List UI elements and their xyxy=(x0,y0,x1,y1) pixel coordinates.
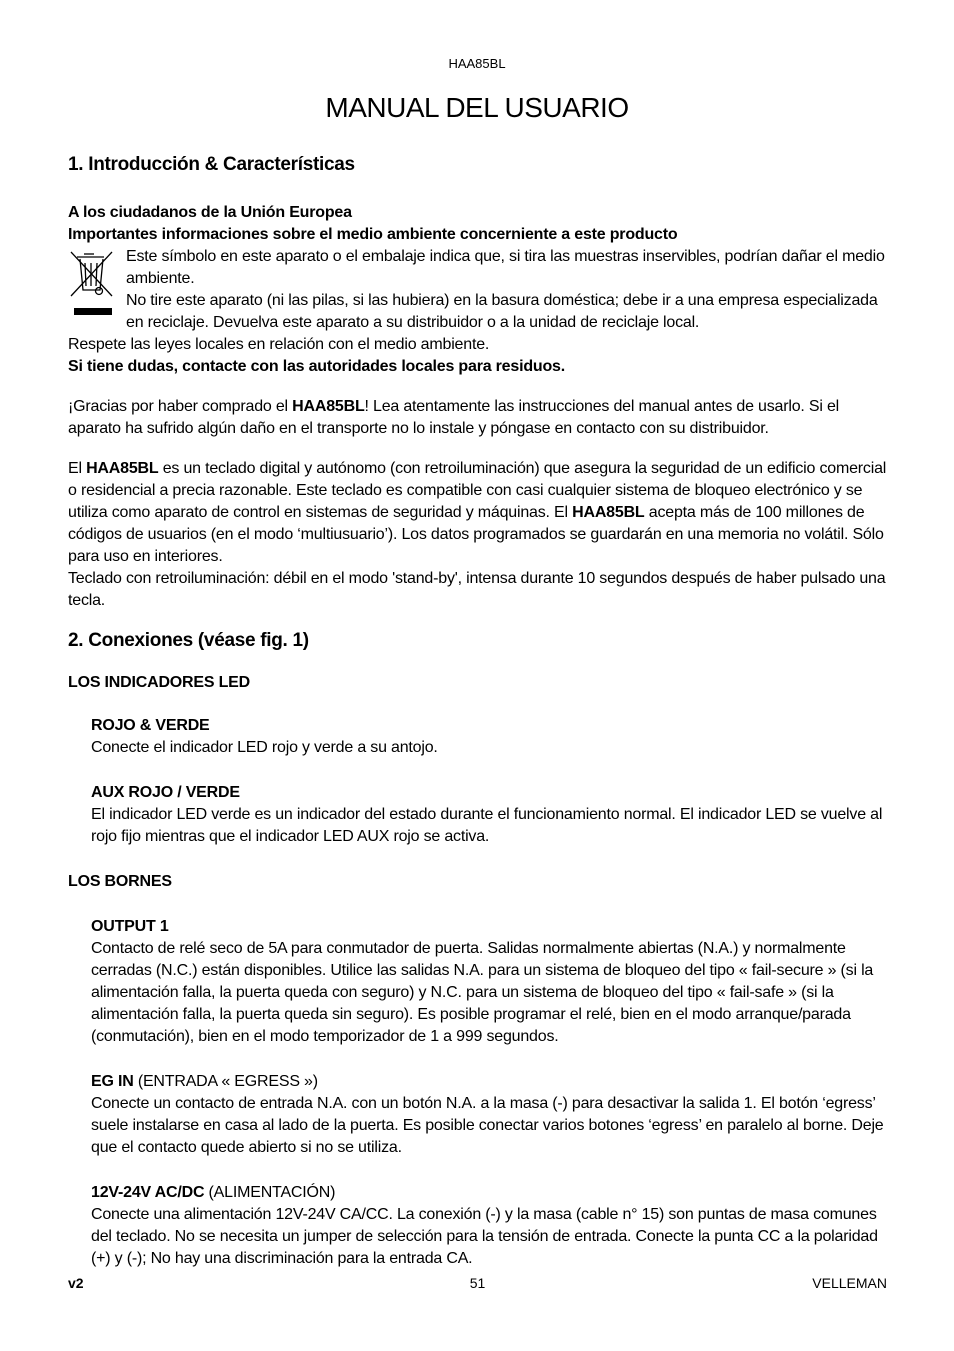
section-2-heading: 2. Conexiones (véase fig. 1) xyxy=(68,630,309,651)
weee-notice xyxy=(68,246,893,334)
footer-version: v2 xyxy=(68,1275,84,1291)
egress-text: Conecte un contacto de entrada N.A. con un botón N.A. a la masa (-) para desactivar la salida 1. El botón ‘egress’ suele instalarse en casa al lado de la puerta. Es posible conectar varios botones ‘egress’ en paralelo al borne. Deje que el contacto quede abierto si no se utiliza. xyxy=(91,1095,884,1156)
led-red-green-label: ROJO & VERDE xyxy=(91,717,210,734)
egress-block xyxy=(68,1071,893,1159)
output1-text: Contacto de relé seco de 5A para conmutador de puerta. Salidas normalmente abiertas (N.A.) y normalmente cerradas (N.C.) están disponibles. Utilice las salidas N.A. para un sistema de bloqueo del tipo « fail-secure » (si la alimentación falla, la puerta queda con seguro) y N.C. para un sistema de bloqueo del tipo « fail-safe » (si la alimentación falla, la puerta queda sin seguro). Es posible programar el relé, bien en el modo arranque/parada (conmutación), bien en el modo temporizador de 1 a 999 segundos. xyxy=(91,940,874,1045)
weee-text-2: No tire este aparato (ni las pilas, si las hubiera) en la basura doméstica; debe ir a una empresa especializada en reciclaje. Devuelva este aparato a su distribuidor o a la unidad de reciclaje local. xyxy=(126,292,878,331)
description-paragraph: El HAA85BL es un teclado digital y autónomo (con retroiluminación) que asegura la seguridad de un edificio comercial o residencial a precia razonable. Este teclado es compatible con casi cualquier sistema de bloqueo electrónico y se utiliza como aparato de control en sistemas de seguridad y máquinas. El HAA85BL acepta más de 100 millones de códigos de usuarios (en el modo ‘multiusuario’). Los datos programados se guardarán en una memoria no volátil. Sólo para uso en interiores. xyxy=(68,460,887,565)
power-block xyxy=(68,1182,893,1270)
led-red-green-text: Conecte el indicador LED rojo y verde a su antojo. xyxy=(91,739,438,756)
output1-label: OUTPUT 1 xyxy=(91,918,169,935)
thanks-paragraph: ¡Gracias por haber comprado el HAA85BL! Lea atentamente las instrucciones del manual antes de usarlo. Si el aparato ha sufrido algún daño en el transporte no lo instale y póngase en contacto con su distribuidor. xyxy=(68,398,840,437)
led-heading: LOS INDICADORES LED xyxy=(68,674,250,691)
output1-block xyxy=(68,916,893,1048)
led-aux-block xyxy=(68,782,893,848)
power-text: Conecte una alimentación 12V-24V CA/CC. La conexión (-) y la masa (cable n° 15) son puntas de masa comunes del teclado. No se necesita un jumper de selección para la tensión de entrada. Conecte la punta CC a la polaridad (+) y (-); No hay una discriminación para la entrada CA. xyxy=(91,1206,878,1267)
footer-brand: VELLEMAN xyxy=(812,1275,887,1291)
led-aux-label: AUX ROJO / VERDE xyxy=(91,784,240,801)
weee-crossed-bin-icon xyxy=(68,248,118,318)
led-red-green-block xyxy=(68,715,893,759)
page-header-model: HAA85BL xyxy=(448,56,506,71)
doubts-text: Si tiene dudas, contacte con las autoridades locales para residuos. xyxy=(68,358,565,375)
section-1-heading: 1. Introducción & Características xyxy=(68,154,355,175)
eu-heading: A los ciudadanos de la Unión Europea xyxy=(68,204,352,221)
led-aux-text: El indicador LED verde es un indicador del estado durante el funcionamiento normal. El indicador LED se vuelve al rojo fijo mientras que el indicador LED AUX rojo se activa. xyxy=(91,806,883,845)
respect-text: Respete las leyes locales en relación con el medio ambiente. xyxy=(68,336,490,353)
backlight-paragraph: Teclado con retroiluminación: débil en el modo 'stand-by', intensa durante 10 segundos después de haber pulsado una tecla. xyxy=(68,570,886,609)
weee-text-1: Este símbolo en este aparato o el embalaje indica que, si tira las muestras inservibles, podrían dañar el medio ambiente. xyxy=(126,248,885,287)
eu-subheading: Importantes informaciones sobre el medio ambiente concerniente a este producto xyxy=(68,226,678,243)
footer-page-number: 51 xyxy=(469,1275,486,1291)
page-title: MANUAL DEL USUARIO xyxy=(325,92,629,123)
page-body xyxy=(68,152,893,1270)
egress-label: EG IN (ENTRADA « EGRESS ») xyxy=(91,1073,318,1090)
terminals-heading: LOS BORNES xyxy=(68,873,172,890)
power-label: 12V-24V AC/DC (ALIMENTACIÓN) xyxy=(91,1184,336,1201)
